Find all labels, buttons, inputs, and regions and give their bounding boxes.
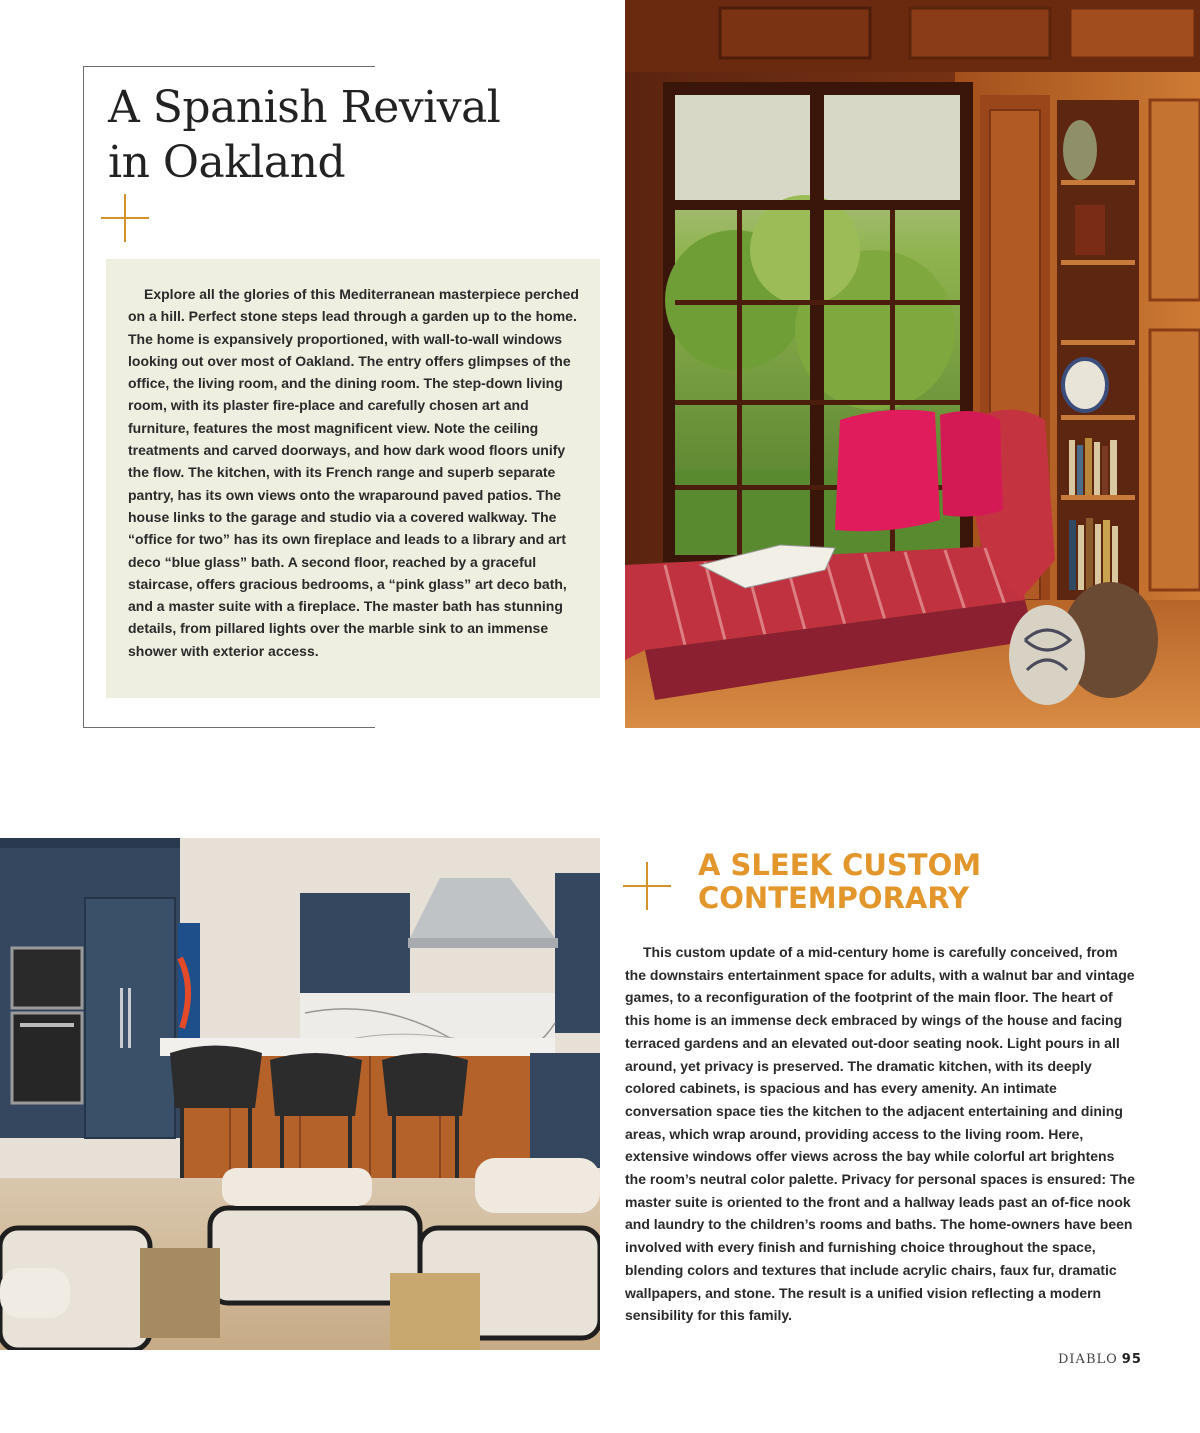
- section2-body: This custom update of a mid-century home is carefully conceived, from the downstairs entertainment space for adults, with a walnut bar and vintage games, to a reconfiguration of the footprint of the main floor. The heart of this home is an immense deck embraced by wings of the house and facing terraced gardens and an elevated out-door seating nook. Light pours in all around, yet privacy is preserved. The dramatic kitchen, with its deeply colored cabinets, is spacious and has every amenity. An intimate conversation space ties the kitchen to the adjacent entertaining and dining areas, which wrap around, providing access to the living room. Here, extensive windows offer views across the bay while colorful art brightens the room’s neutral color palette. Privacy for personal spaces is ensured: The master suite is oriented to the front and a hallway leads past an of-fice nook and laundry to the children’s rooms and baths. The home-owners have been involved with every finish and furnishing choice throughout the space, blending colors and textures that include acrylic chairs, faux fur, dramatic wallpapers, and stone. The result is a unified vision reflecting a modern sensibility for this family.: [625, 944, 1135, 1324]
- frame-rule-top: [83, 66, 375, 67]
- section1-text-box: [106, 259, 600, 698]
- page-folio: [1058, 1352, 1142, 1367]
- photo-living-room-chaise-illustration: [625, 0, 1200, 728]
- plus-ornament-icon: [623, 862, 671, 910]
- section1-title-line1: A Spanish Revival: [108, 82, 501, 133]
- photo-contemporary-kitchen-illustration: [0, 838, 600, 1350]
- section1-title: [108, 80, 578, 190]
- section1-body: Explore all the glories of this Mediterranean masterpiece perched on a hill. Perfect stone steps lead through a garden up to the home. The home is expansively proportioned, with wall-to-wall windows looking out over most of Oakland. The entry offers glimpses of the office, the living room, and the dining room. The step-down living room, with its plaster fire-place and carefully chosen art and furniture, features the most magnificent view. Note the ceiling treatments and carved doorways, and how dark wood floors unify the flow. The kitchen, with its French range and superb separate pantry, has its own views onto the wraparound paved patios. The house links to the garage and studio via a covered walkway. The “office for two” has its own fireplace and leads to a library and art deco “blue glass” bath. A second floor, reached by a graceful staircase, offers gracious bedrooms, a “pink glass” art deco bath, and a master suite with a fireplace. The master bath has stunning details, from pillared lights over the marble sink to an immense shower with exterior access.: [128, 286, 579, 659]
- page-number: 95: [1121, 1352, 1142, 1367]
- photo-contemporary-kitchen: [0, 838, 600, 1350]
- magazine-name: DIABLO: [1058, 1352, 1118, 1367]
- plus-ornament-icon: [101, 194, 149, 242]
- section2-title: [698, 849, 1158, 915]
- section2-title-line1: A SLEEK CUSTOM: [698, 848, 982, 882]
- frame-rule-left: [83, 66, 84, 728]
- photo-living-room-chaise: [625, 0, 1200, 728]
- frame-rule-bottom: [83, 727, 375, 728]
- section1-title-line2: in Oakland: [108, 137, 346, 188]
- section2-title-line2: CONTEMPORARY: [698, 881, 970, 915]
